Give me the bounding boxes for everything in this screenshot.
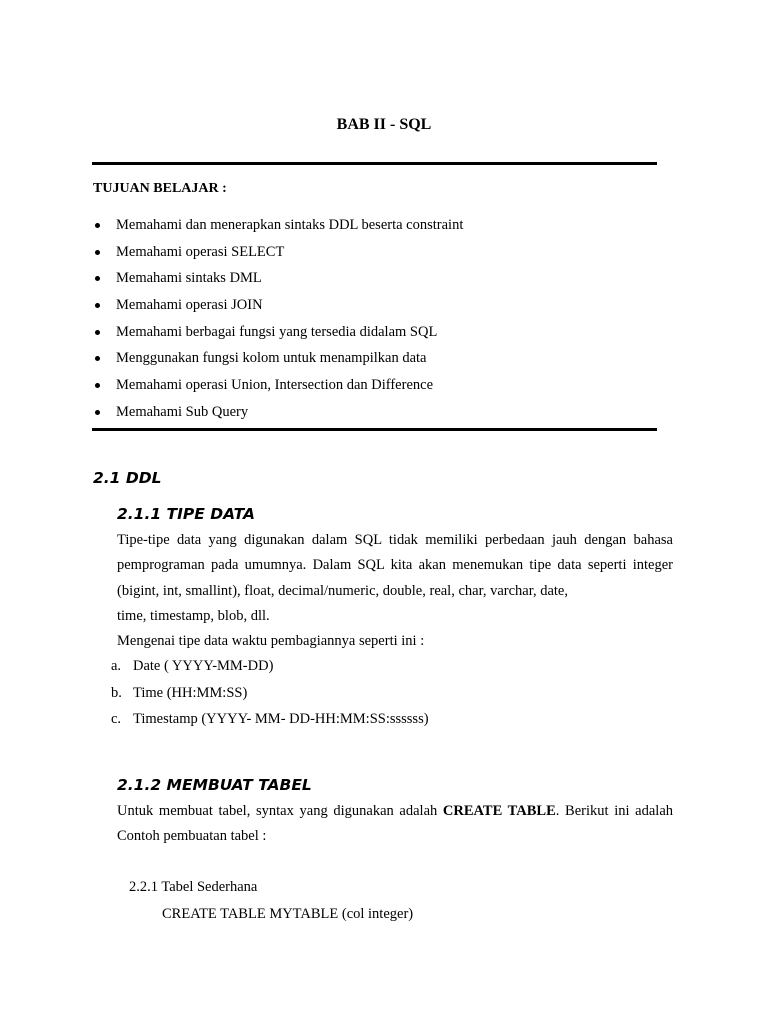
tipe-data-paragraph-last-line: time, timestamp, blob, dll. [117,607,270,624]
list-marker: a. [111,658,122,674]
code-example: CREATE TABLE MYTABLE (col integer) [162,906,414,922]
waktu-list [111,655,429,735]
bottom-rule [92,428,657,431]
waktu-item-text: Date ( YYYY-MM-DD) [133,658,274,674]
waktu-item-text: Time (HH:MM:SS) [133,684,248,701]
section-heading-ddl: 2.1 DDL [93,469,162,487]
list-marker: b. [111,684,122,701]
waktu-item [111,708,429,735]
goals-heading: TUJUAN BELAJAR : [93,181,227,196]
page-title: BAB II - SQL [336,116,432,133]
goal-item: Memahami dan menerapkan sintaks DDL beserta constraint [93,214,463,241]
goal-item: Memahami berbagai fungsi yang tersedia didalam SQL [93,321,463,348]
goal-item: Memahami sintaks DML [93,267,463,294]
subheading-tabel-sederhana: 2.2.1 Tabel Sederhana [129,879,258,895]
membuat-tabel-text-before: Untuk membuat tabel, syntax yang digunakan adalah [117,803,443,819]
subsection-heading-tipe-data: 2.1.1 TIPE DATA [117,505,255,523]
tipe-data-paragraph-text: Tipe-tipe data yang digunakan dalam SQL tidak memiliki perbedaan jauh dengan bahasa pemprograman pada umumnya. Dalam SQL kita akan menemukan tipe data seperti integer (bigint, int, smallint), float, decimal/numeric, double, real, char, varchar, date, [117,532,673,599]
tipe-data-paragraph [117,528,673,629]
top-rule [92,162,657,165]
waktu-item [111,682,429,709]
subsection-heading-membuat-tabel: 2.1.2 MEMBUAT TABEL [117,776,312,794]
goal-item: Memahami operasi Union, Intersection dan Difference [93,374,463,401]
goal-item: Memahami Sub Query [93,401,463,428]
create-table-keyword: CREATE TABLE [442,803,556,819]
list-marker: c. [111,711,122,727]
goal-item: Memahami operasi SELECT [93,241,463,268]
goal-item: Menggunakan fungsi kolom untuk menampilkan data [93,347,463,374]
goals-list [93,214,463,428]
waktu-item [111,655,429,682]
goal-item: Memahami operasi JOIN [93,294,463,321]
waktu-item-text: Timestamp (YYYY- MM- DD-HH:MM:SS:ssssss) [133,711,429,727]
membuat-tabel-paragraph [117,799,673,850]
waktu-intro: Mengenai tipe data waktu pembagiannya seperti ini : [117,633,425,649]
membuat-tabel-text-after: . Berikut ini adalah Contoh pembuatan tabel : [117,803,674,845]
